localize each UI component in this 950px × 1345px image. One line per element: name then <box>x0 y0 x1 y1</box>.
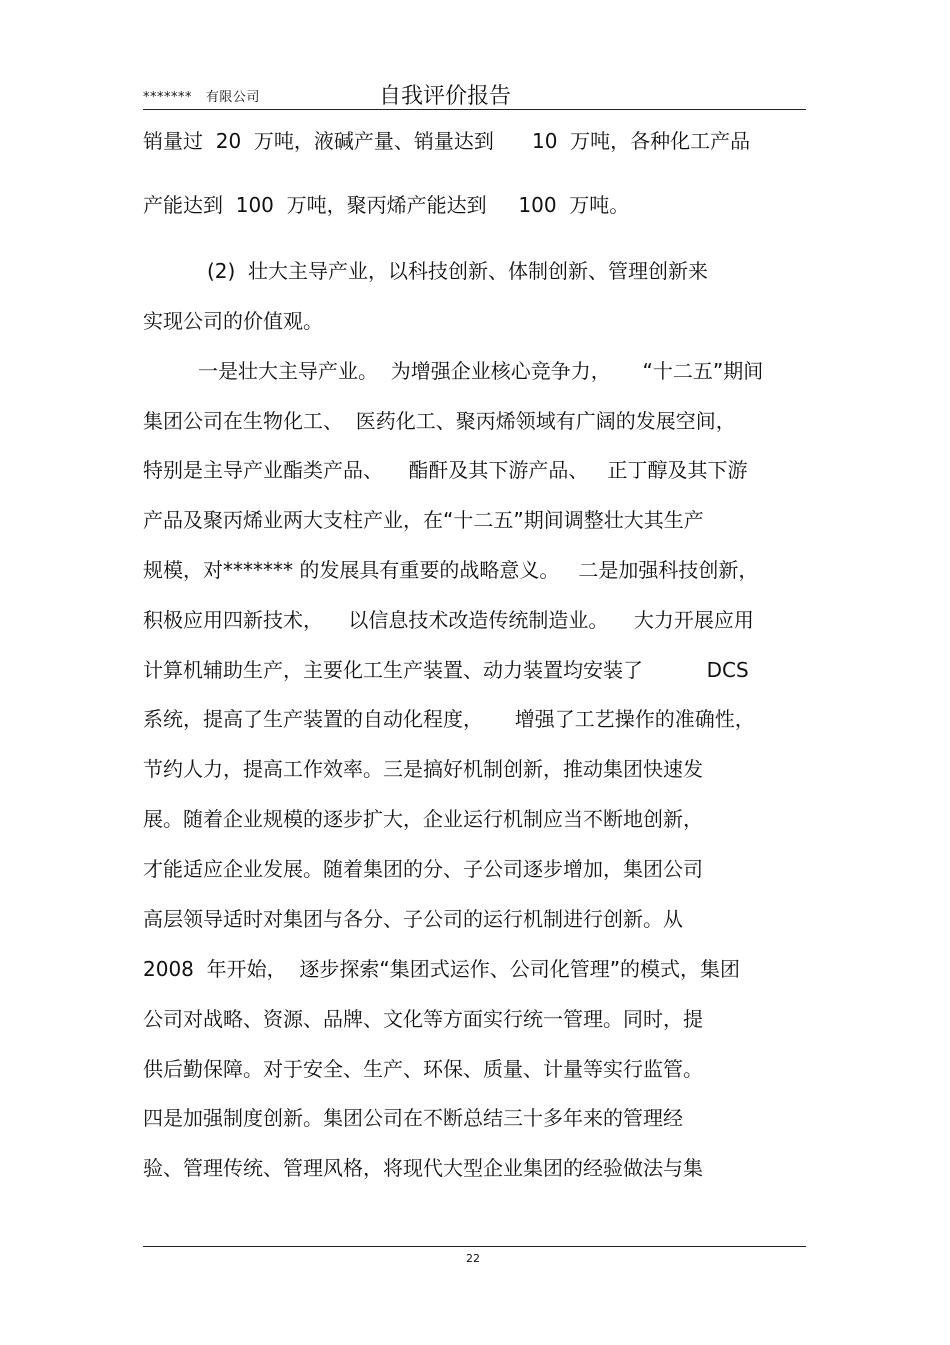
text-line: 公司对战略、资源、品牌、文化等方面实行统一管理。同时，提 <box>143 1007 703 1031</box>
text-line: 积极应用四新技术， 以信息技术改造传统制造业。 大力开展应用 <box>143 608 754 632</box>
text-line: 系统，提高了生产装置的自动化程度， 增强了工艺操作的准确性， <box>143 707 755 731</box>
text-line: 才能适应企业发展。随着集团的分、子公司逐步增加，集团公司 <box>143 857 703 881</box>
text-line: 实现公司的价值观。 <box>143 309 323 333</box>
text-line: 产能达到 100 万吨，聚丙烯产能达到 100 万吨。 <box>143 193 630 217</box>
header-divider <box>143 109 806 110</box>
text-line: 节约人力，提高工作效率。三是搞好机制创新，推动集团快速发 <box>143 757 703 781</box>
text-line: 展。随着企业规模的逐步扩大，企业运行机制应当不断地创新， <box>143 807 703 831</box>
text-line: 销量过 20 万吨，液碱产量、销量达到 10 万吨，各种化工产品 <box>143 129 751 153</box>
text-line: 高层领导适时对集团与各分、子公司的运行机制进行创新。从 <box>143 907 683 931</box>
text-line: 四是加强制度创新。集团公司在不断总结三十多年来的管理经 <box>143 1106 683 1130</box>
text-line: 2008 年开始， 逐步探索“集团式运作、公司化管理”的模式，集团 <box>143 957 741 981</box>
header-company-name: ******* 有限公司 <box>143 90 260 105</box>
text-line: 一是壮大主导产业。 为增强企业核心竞争力， “十二五”期间 <box>198 359 764 383</box>
text-line: 集团公司在生物化工、 医药化工、聚丙烯领域有广阔的发展空间， <box>143 409 736 433</box>
text-line: 特别是主导产业酯类产品、 酯酐及其下游产品、 正丁醇及其下游 <box>143 458 748 482</box>
text-line: 计算机辅助生产，主要化工生产装置、动力装置均安装了 DCS <box>143 658 749 682</box>
text-line: 规模，对******* 的发展具有重要的战略意义。 二是加强科技创新， <box>143 558 759 582</box>
text-line: (2) 壮大主导产业，以科技创新、体制创新、管理创新来 <box>207 259 709 283</box>
text-line: 产品及聚丙烯业两大支柱产业，在“十二五”期间调整壮大其生产 <box>143 508 704 532</box>
footer-divider <box>143 1246 806 1247</box>
text-line: 供后勤保障。对于安全、生产、环保、质量、计量等实行监管。 <box>143 1057 703 1081</box>
header-title: 自我评价报告 <box>379 84 512 109</box>
page-number: 22 <box>466 1252 480 1265</box>
text-line: 验、管理传统、管理风格，将现代大型企业集团的经验做法与集 <box>143 1156 703 1180</box>
